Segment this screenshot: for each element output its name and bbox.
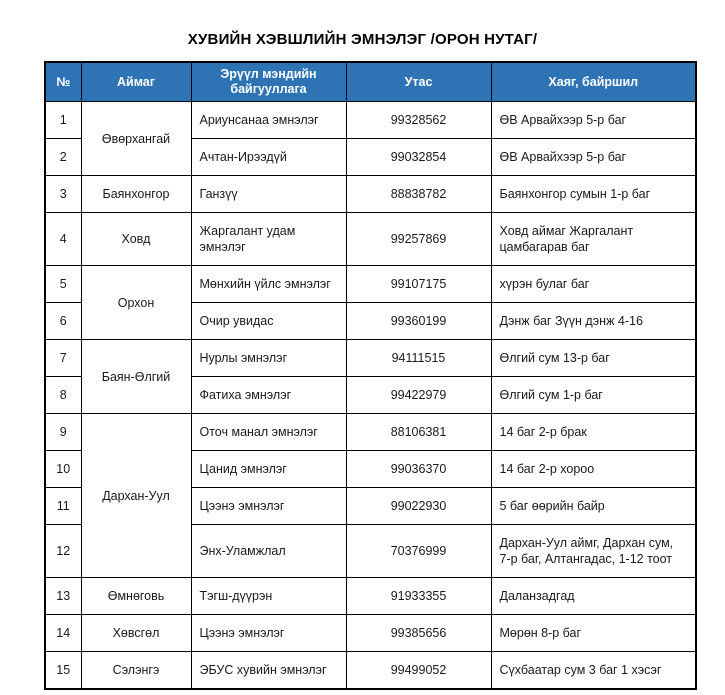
cell-province: Ховд (81, 213, 191, 266)
cell-phone: 99385656 (346, 615, 491, 652)
table-row (45, 615, 696, 652)
cell-organization: Мөнхийн үйлс эмнэлэг (191, 266, 346, 303)
cell-phone: 94111515 (346, 340, 491, 377)
cell-phone: 70376999 (346, 525, 491, 578)
table-row (45, 176, 696, 213)
cell-province: Өвөрхангай (81, 102, 191, 176)
cell-province: Хөвсгөл (81, 615, 191, 652)
cell-address: Мөрөн 8-р баг (491, 615, 696, 652)
cell-phone: 99499052 (346, 652, 491, 690)
cell-organization: Фатиха эмнэлэг (191, 377, 346, 414)
cell-phone: 99257869 (346, 213, 491, 266)
cell-organization: Цанид эмнэлэг (191, 451, 346, 488)
cell-organization: Ачтан-Ирээдүй (191, 139, 346, 176)
cell-province: Өмнөговь (81, 578, 191, 615)
cell-organization: Цээнэ эмнэлэг (191, 615, 346, 652)
cell-address: Даланзадгад (491, 578, 696, 615)
cell-organization: ЭБУС хувийн эмнэлэг (191, 652, 346, 690)
cell-address: Өлгий сум 13-р баг (491, 340, 696, 377)
cell-row-number: 10 (45, 451, 81, 488)
cell-phone: 99036370 (346, 451, 491, 488)
cell-address: Баянхонгор сумын 1-р баг (491, 176, 696, 213)
cell-address: Ховд аймаг Жаргалант цамбагарав баг (491, 213, 696, 266)
cell-address: 14 баг 2-р хороо (491, 451, 696, 488)
cell-organization: Энх-Уламжлал (191, 525, 346, 578)
cell-address: ӨВ Арвайхээр 5-р баг (491, 102, 696, 139)
cell-row-number: 4 (45, 213, 81, 266)
cell-province: Баянхонгор (81, 176, 191, 213)
table-row (45, 578, 696, 615)
cell-phone: 99360199 (346, 303, 491, 340)
header-address: Хаяг, байршил (491, 62, 696, 102)
table-row (45, 340, 696, 377)
table-row (45, 102, 696, 139)
cell-address: ӨВ Арвайхээр 5-р баг (491, 139, 696, 176)
cell-row-number: 2 (45, 139, 81, 176)
cell-row-number: 14 (45, 615, 81, 652)
cell-address: 14 баг 2-р брак (491, 414, 696, 451)
cell-province: Орхон (81, 266, 191, 340)
cell-row-number: 15 (45, 652, 81, 690)
cell-organization: Ганзүү (191, 176, 346, 213)
cell-row-number: 1 (45, 102, 81, 139)
cell-phone: 91933355 (346, 578, 491, 615)
cell-phone: 88838782 (346, 176, 491, 213)
cell-row-number: 7 (45, 340, 81, 377)
header-row (45, 62, 696, 102)
cell-phone: 99022930 (346, 488, 491, 525)
cell-province: Баян-Өлгий (81, 340, 191, 414)
cell-row-number: 5 (45, 266, 81, 303)
cell-phone: 99032854 (346, 139, 491, 176)
cell-province: Дархан-Уул (81, 414, 191, 578)
header-phone: Утас (346, 62, 491, 102)
cell-address: Дархан-Уул аймг, Дархан сум, 7-р баг, Алтангадас, 1-12 тоот (491, 525, 696, 578)
table-body (45, 102, 696, 690)
cell-phone: 88106381 (346, 414, 491, 451)
table-row (45, 213, 696, 266)
header-no: № (45, 62, 81, 102)
cell-row-number: 13 (45, 578, 81, 615)
cell-address: Сүхбаатар сум 3 баг 1 хэсэг (491, 652, 696, 690)
cell-row-number: 8 (45, 377, 81, 414)
cell-address: Дэнж баг Зүүн дэнж 4-16 (491, 303, 696, 340)
hospitals-table (44, 61, 697, 690)
cell-phone: 99107175 (346, 266, 491, 303)
cell-row-number: 6 (45, 303, 81, 340)
cell-province: Сэлэнгэ (81, 652, 191, 690)
page-title: ХУВИЙН ХЭВШЛИЙН ЭМНЭЛЭГ /ОРОН НУТАГ/ (187, 31, 538, 48)
cell-organization: Цээнэ эмнэлэг (191, 488, 346, 525)
cell-address: 5 баг өөрийн байр (491, 488, 696, 525)
cell-organization: Жаргалант удам эмнэлэг (191, 213, 346, 266)
cell-organization: Нурлы эмнэлэг (191, 340, 346, 377)
header-org: Эрүүл мэндийн байгууллага (191, 62, 346, 102)
cell-organization: Очир увидас (191, 303, 346, 340)
header-aimag: Аймаг (81, 62, 191, 102)
cell-organization: Оточ манал эмнэлэг (191, 414, 346, 451)
cell-row-number: 9 (45, 414, 81, 451)
cell-row-number: 11 (45, 488, 81, 525)
cell-address: Өлгий сум 1-р баг (491, 377, 696, 414)
table-row (45, 266, 696, 303)
cell-row-number: 3 (45, 176, 81, 213)
cell-phone: 99422979 (346, 377, 491, 414)
cell-phone: 99328562 (346, 102, 491, 139)
cell-organization: Тэгш-дүүрэн (191, 578, 346, 615)
table-row (45, 414, 696, 451)
cell-address: хүрэн булаг баг (491, 266, 696, 303)
cell-row-number: 12 (45, 525, 81, 578)
cell-organization: Ариунсанаа эмнэлэг (191, 102, 346, 139)
table-row (45, 652, 696, 690)
